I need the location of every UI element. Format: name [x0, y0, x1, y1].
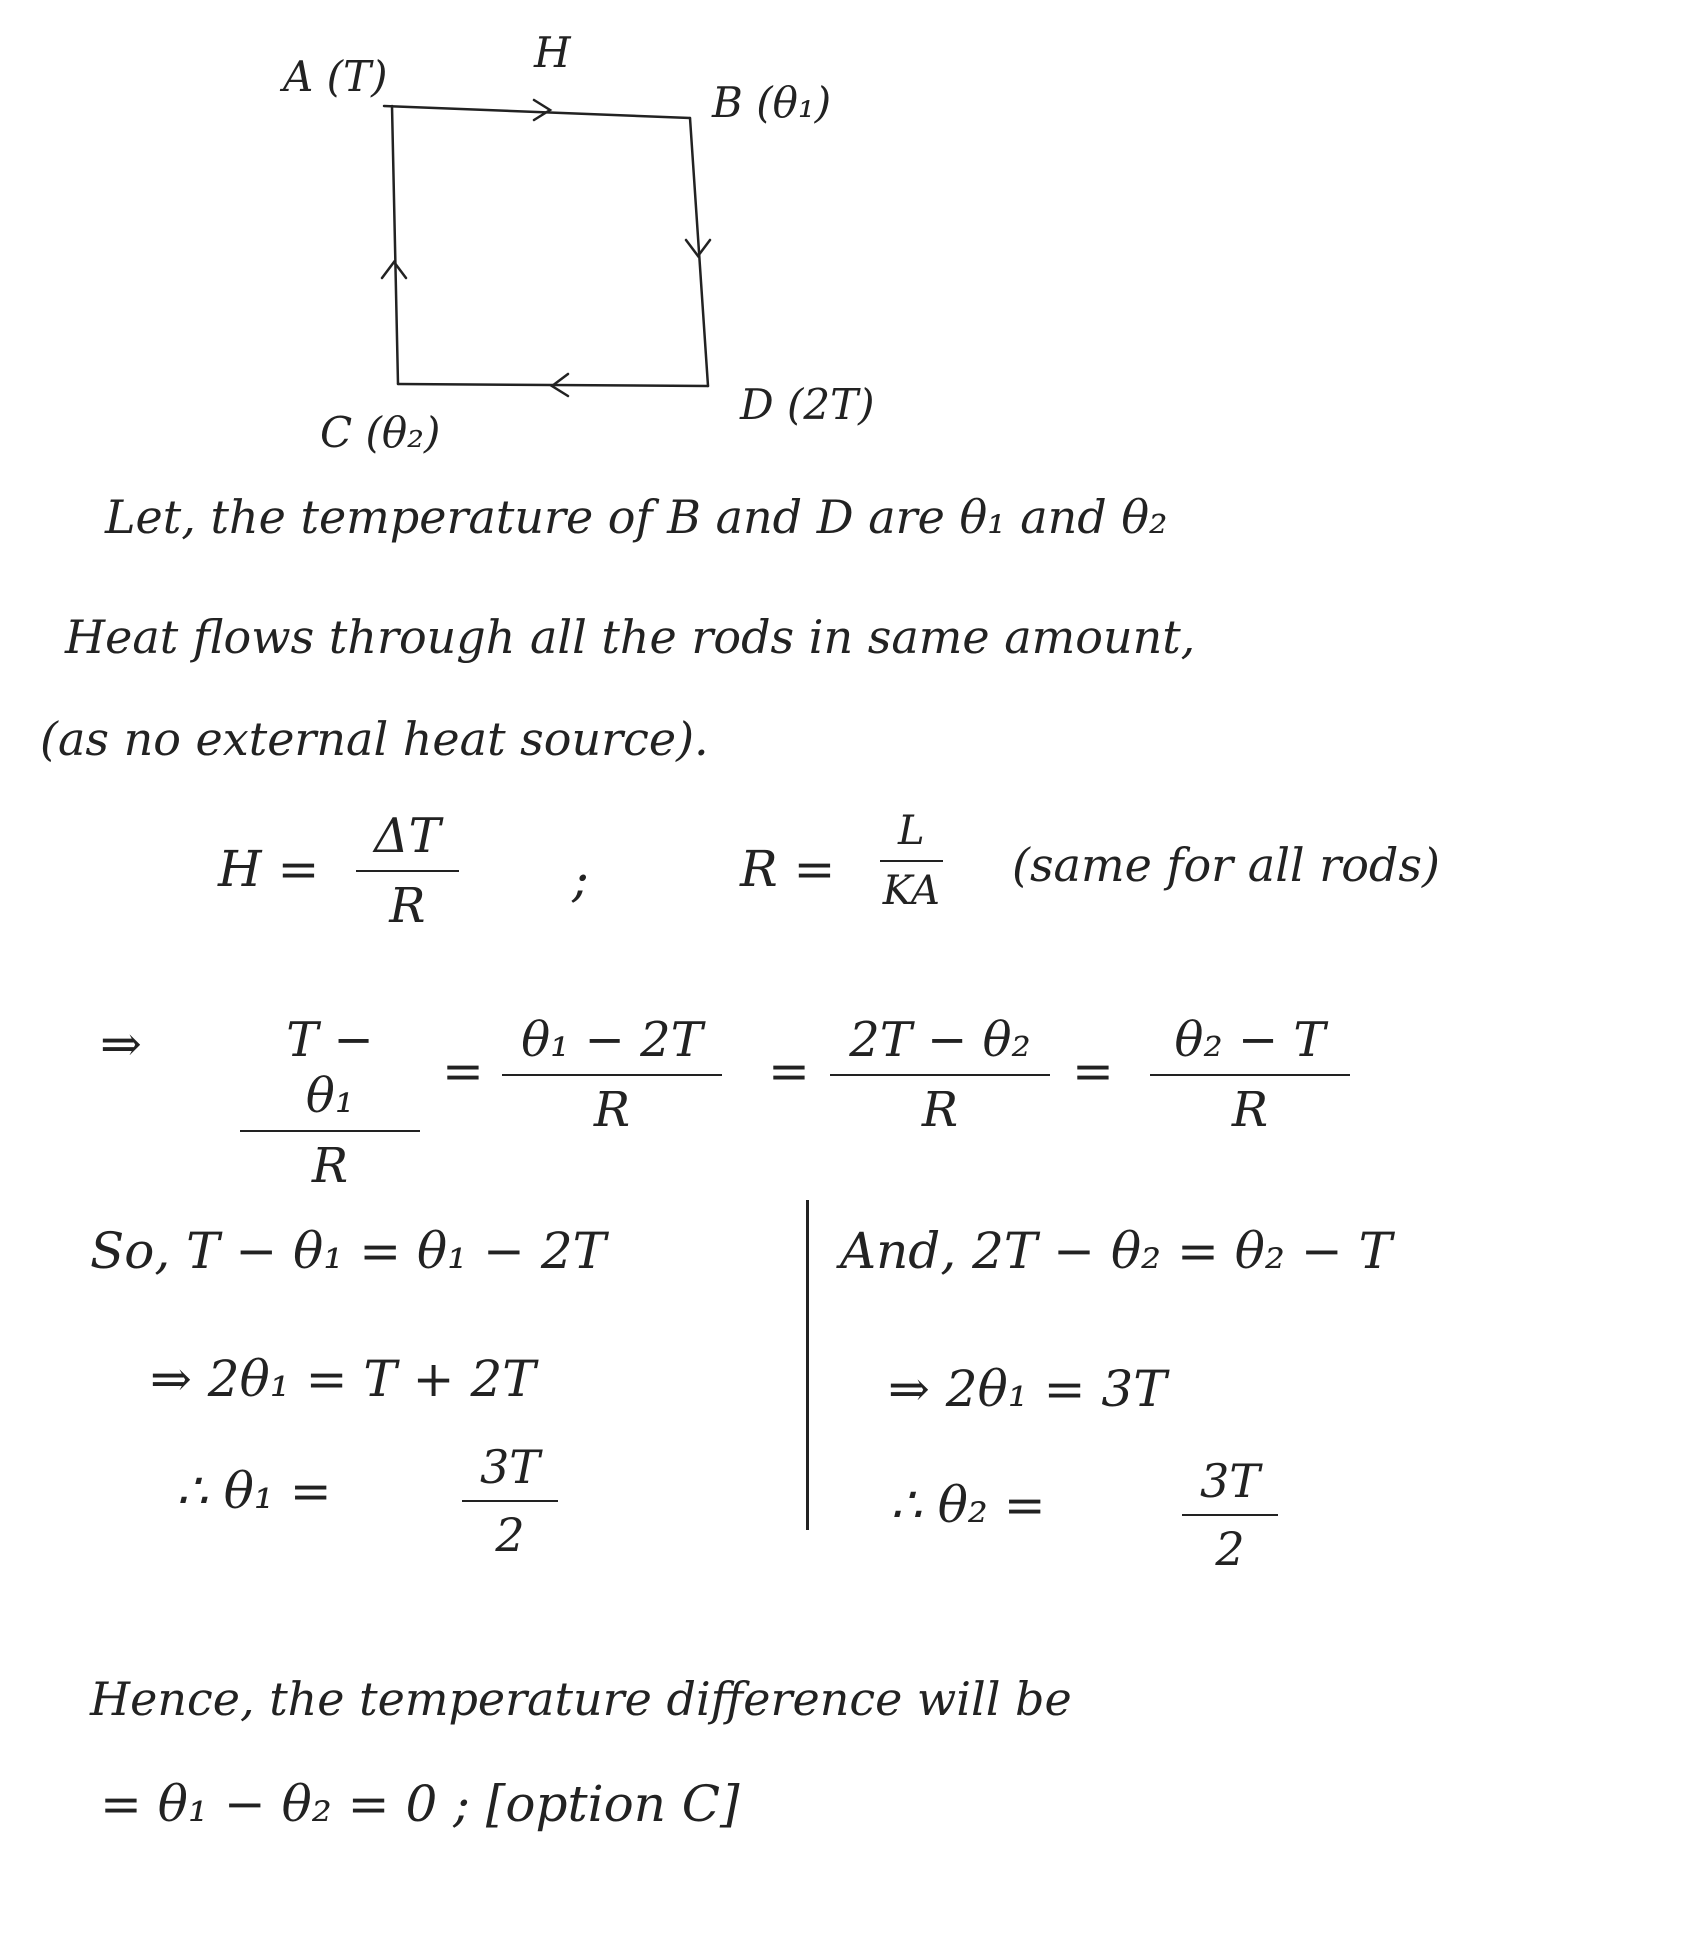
h-numerator: ΔT: [356, 808, 459, 872]
fraction-1-num: T − θ₁: [240, 1012, 420, 1132]
fraction-3-num: 2T − θ₂: [830, 1012, 1050, 1076]
equals-1: =: [442, 1042, 484, 1100]
equals-3: =: [1072, 1042, 1114, 1100]
r-lhs: R =: [740, 840, 836, 898]
label-c: C (θ₂): [320, 408, 441, 457]
right-step-3-fraction: [1182, 1454, 1278, 1576]
equals-2: =: [768, 1042, 810, 1100]
fraction-1: [240, 1012, 420, 1194]
rod-bd: [690, 118, 708, 386]
conclusion-line-1: Hence, the temperature difference will be: [90, 1672, 1072, 1726]
fraction-1-den: R: [311, 1138, 349, 1194]
r-fraction: [880, 808, 943, 914]
left-step-3-fraction: [462, 1440, 558, 1562]
h-denominator: R: [389, 878, 426, 934]
label-d: D (2T): [740, 380, 875, 429]
text-line-2: Heat flows through all the rods in same amount,: [65, 610, 1196, 664]
left-step-3-num: 3T: [462, 1440, 558, 1502]
right-step-3-num: 3T: [1182, 1454, 1278, 1516]
r-denominator: KA: [882, 868, 940, 914]
h-fraction: [356, 808, 459, 934]
arrow-up-icon: [382, 262, 406, 278]
right-step-3-den: 2: [1215, 1522, 1245, 1576]
label-b: B (θ₁): [712, 78, 832, 127]
implies-arrow: ⇒: [100, 1015, 142, 1073]
fraction-4-den: R: [1231, 1082, 1269, 1138]
conclusion-line-2: = θ₁ − θ₂ = 0 ; [option C]: [100, 1775, 740, 1833]
label-a: A (T): [283, 52, 388, 101]
left-step-1: So, T − θ₁ = θ₁ − 2T: [90, 1222, 606, 1280]
fraction-4-num: θ₂ − T: [1150, 1012, 1350, 1076]
right-step-1: And, 2T − θ₂ = θ₂ − T: [840, 1222, 1392, 1280]
fraction-2-num: θ₁ − 2T: [502, 1012, 722, 1076]
r-note: (same for all rods): [1012, 838, 1440, 892]
rod-ab: [384, 106, 690, 118]
text-line-3: (as no external heat source).: [40, 712, 709, 766]
arrow-right-icon: [534, 100, 550, 120]
right-step-2: ⇒ 2θ₁ = 3T: [888, 1360, 1167, 1418]
left-step-3-den: 2: [495, 1508, 525, 1562]
left-step-2: ⇒ 2θ₁ = T + 2T: [150, 1350, 536, 1408]
semicolon: ;: [572, 850, 589, 908]
fraction-3-den: R: [921, 1082, 959, 1138]
rod-ca: [392, 106, 398, 384]
text-line-1: Let, the temperature of B and D are θ₁ and θ₂: [105, 490, 1168, 544]
r-numerator: L: [880, 808, 943, 862]
right-step-3-lhs: ∴ θ₂ =: [890, 1476, 1046, 1534]
fraction-2-den: R: [593, 1082, 631, 1138]
left-step-3-lhs: ∴ θ₁ =: [176, 1462, 332, 1520]
column-divider: [806, 1200, 809, 1530]
h-lhs: H =: [218, 840, 320, 898]
fraction-4: [1150, 1012, 1350, 1138]
label-h: H: [534, 28, 571, 77]
fraction-2: [502, 1012, 722, 1138]
fraction-3: [830, 1012, 1050, 1138]
